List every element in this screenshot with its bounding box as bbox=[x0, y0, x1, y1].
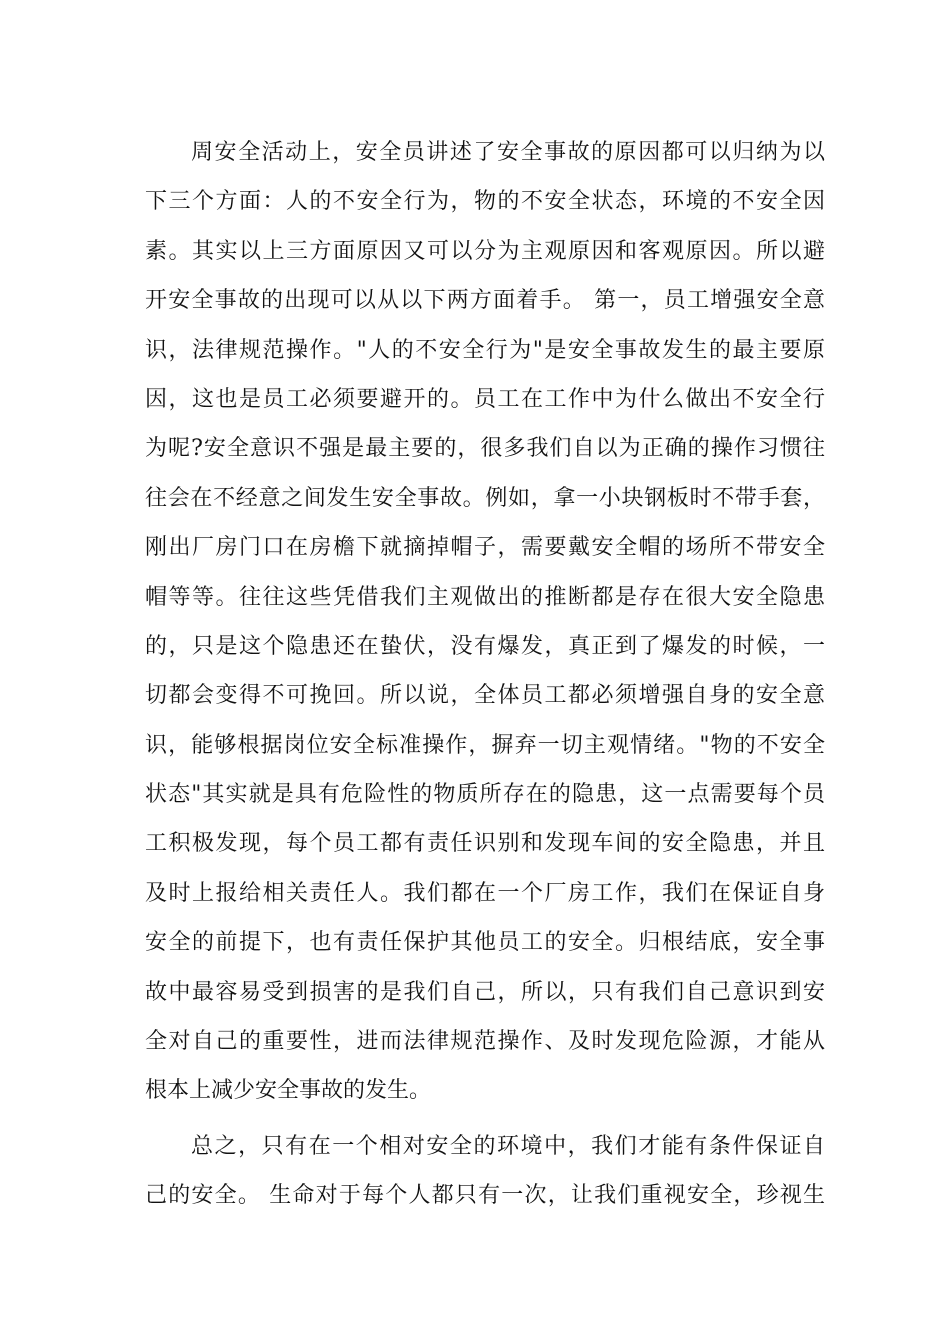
text-line: 总之，只有在一个相对安全的环境中，我们才能有条件保证自 bbox=[191, 1134, 825, 1159]
paragraph-2 bbox=[145, 1122, 825, 1221]
text-line: 全对自己的重要性，进而法律规范操作、及时发现危险源，才能从 bbox=[145, 1029, 825, 1055]
text-line: 工积极发现，每个员工都有责任识别和发现车间的安全隐患，并且 bbox=[145, 831, 825, 857]
text-line: 开安全事故的出现可以从以下两方面着手。 第一，员工增强安全意 bbox=[145, 288, 825, 314]
text-line: 识，能够根据岗位安全标准操作，摒弃一切主观情绪。"物的不安全 bbox=[145, 732, 825, 758]
text-line: 周安全活动上，安全员讲述了安全事故的原因都可以归纳为以 bbox=[191, 140, 825, 165]
text-line: 刚出厂房门口在房檐下就摘掉帽子，需要戴安全帽的场所不带安全 bbox=[145, 535, 825, 561]
text-line: 识，法律规范操作。"人的不安全行为"是安全事故发生的最主要原 bbox=[145, 337, 825, 363]
text-line: 的，只是这个隐患还在蛰伏，没有爆发，真正到了爆发的时候，一 bbox=[145, 633, 825, 659]
text-line: 因，这也是员工必须要避开的。员工在工作中为什么做出不安全行 bbox=[145, 386, 825, 412]
text-line: 根本上减少安全事故的发生。 bbox=[145, 1078, 432, 1104]
text-line: 切都会变得不可挽回。所以说，全体员工都必须增强自身的安全意 bbox=[145, 683, 825, 709]
text-line: 下三个方面：人的不安全行为，物的不安全状态，环境的不安全因 bbox=[145, 189, 825, 215]
text-line: 为呢?安全意识不强是最主要的，很多我们自以为正确的操作习惯往 bbox=[145, 436, 825, 462]
paragraph-1 bbox=[145, 128, 825, 1116]
text-line: 己的安全。 生命对于每个人都只有一次，让我们重视安全，珍视生 bbox=[145, 1183, 825, 1209]
text-line: 及时上报给相关责任人。我们都在一个厂房工作，我们在保证自身 bbox=[145, 880, 825, 906]
text-line: 帽等等。往往这些凭借我们主观做出的推断都是存在很大安全隐患 bbox=[145, 584, 825, 610]
text-line: 安全的前提下，也有责任保护其他员工的安全。归根结底，安全事 bbox=[145, 930, 825, 956]
text-line: 故中最容易受到损害的是我们自己，所以，只有我们自己意识到安 bbox=[145, 979, 825, 1005]
text-line: 往会在不经意之间发生安全事故。例如，拿一小块钢板时不带手套， bbox=[145, 485, 825, 511]
text-line: 素。其实以上三方面原因又可以分为主观原因和客观原因。所以避 bbox=[145, 238, 825, 264]
text-line: 状态"其实就是具有危险性的物质所存在的隐患，这一点需要每个员 bbox=[145, 782, 825, 808]
